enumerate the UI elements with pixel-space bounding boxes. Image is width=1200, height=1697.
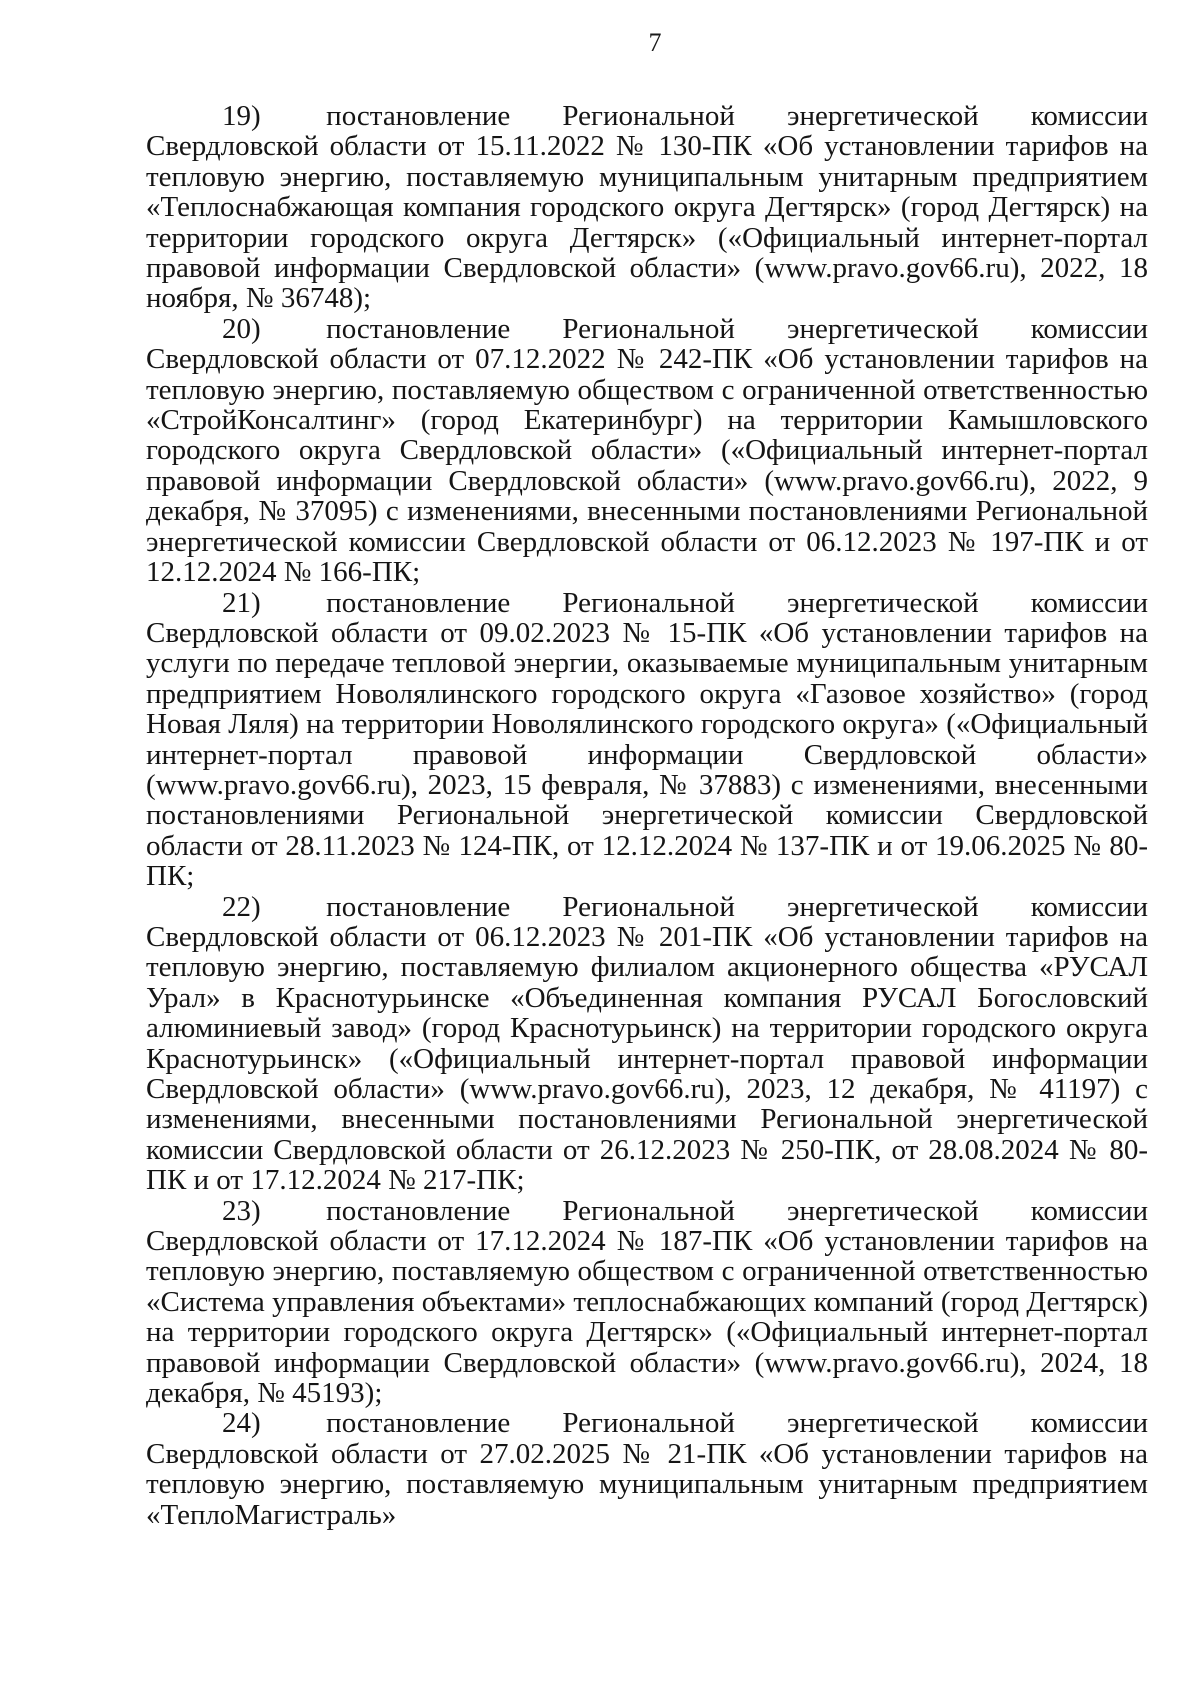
item-text: постановление Региональной энергетической комиссии Свердловской области от 07.12.2022 № 242-ПК «Об установлении тарифов на тепловую энергию, поставляемую обществом с ограниченной ответственностью «СтройКонсалтинг» (город Екатеринбург) на территории Камышловского городского округа Свердловской области» («Официальный интернет-портал правовой информации Свердловской области» (www.pravo.gov66.ru), 2022, 9 декабря, № 37095) с изменениями, внесенными постановлениями Региональной энергетической комиссии Свердловской области от 06.12.2023 № 197-ПК и от 12.12.2024 № 166-ПК; [146,312,1148,589]
list-item [146,314,1148,588]
item-number: 23) [222,1194,261,1227]
list-item [146,1196,1148,1409]
item-number: 19) [222,100,261,132]
document-body [146,101,1148,1530]
item-number: 21) [222,586,261,619]
item-number: 24) [222,1407,261,1440]
list-item [146,101,1148,314]
item-number: 22) [222,890,261,923]
item-text: постановление Региональной энергетической комиссии Свердловской области от 06.12.2023 № 201-ПК «Об установлении тарифов на тепловую энергию, поставляемую филиалом акционерного общества «РУСАЛ Урал» в Краснотурьинске «Объединенная компания РУСАЛ Богословский алюминиевый завод» (город Краснотурьинск) на территории городского округа Краснотурьинск» («Официальный интернет-портал правовой информации Свердловской области» (www.pravo.gov66.ru), 2023, 12 декабря, № 41197) с изменениями, внесенными постановлениями Региональной энергетической комиссии Свердловской области от 26.12.2023 № 250-ПК, от 28.08.2024 № 80-ПК и от 17.12.2024 № 217-ПК; [146,890,1148,1197]
page-number: 7 [648,28,662,57]
item-text: постановление Региональной энергетической комиссии Свердловской области от 17.12.2024 № 187-ПК «Об установлении тарифов на тепловую энергию, поставляемую обществом с ограниченной ответственностью «Система управления объектами» теплоснабжающих компаний (город Дегтярск) на территории городского округа Дегтярск» («Официальный интернет-портал правовой информации Свердловской области» (www.pravo.gov66.ru), 2024, 18 декабря, № 45193); [146,1194,1148,1410]
item-text: постановление Региональной энергетической комиссии Свердловской области от 15.11.2022 № 130-ПК «Об установлении тарифов на тепловую энергию, поставляемую муниципальным унитарным предприятием «Теплоснабжающая компания городского округа Дегтярск» (город Дегтярск) на территории городского округа Дегтярск» («Официальный интернет-портал правовой информации Свердловской области» (www.pravo.gov66.ru), 2022, 18 ноября, № 36748); [146,100,1148,315]
list-item [146,892,1148,1196]
item-number: 20) [222,312,261,345]
item-text: постановление Региональной энергетической комиссии Свердловской области от 27.02.2025 № 21-ПК «Об установлении тарифов на тепловую энергию, поставляемую муниципальным унитарным предприятием «ТеплоМагистраль» [146,1407,1148,1531]
item-text: постановление Региональной энергетической комиссии Свердловской области от 09.02.2023 № 15-ПК «Об установлении тарифов на услуги по передаче тепловой энергии, оказываемые муниципальным унитарным предприятием Новолялинского городского округа «Газовое хозяйство» (город Новая Ляля) на территории Новолялинского городского округа» («Официальный интернет-портал правовой информации Свердловской области» (www.pravo.gov66.ru), 2023, 15 февраля, № 37883) с изменениями, внесенными постановлениями Региональной энергетической комиссии Свердловской области от 28.11.2023 № 124-ПК, от 12.12.2024 № 137-ПК и от 19.06.2025 № 80-ПК; [146,586,1148,893]
list-item [146,1408,1148,1530]
list-item [146,588,1148,892]
